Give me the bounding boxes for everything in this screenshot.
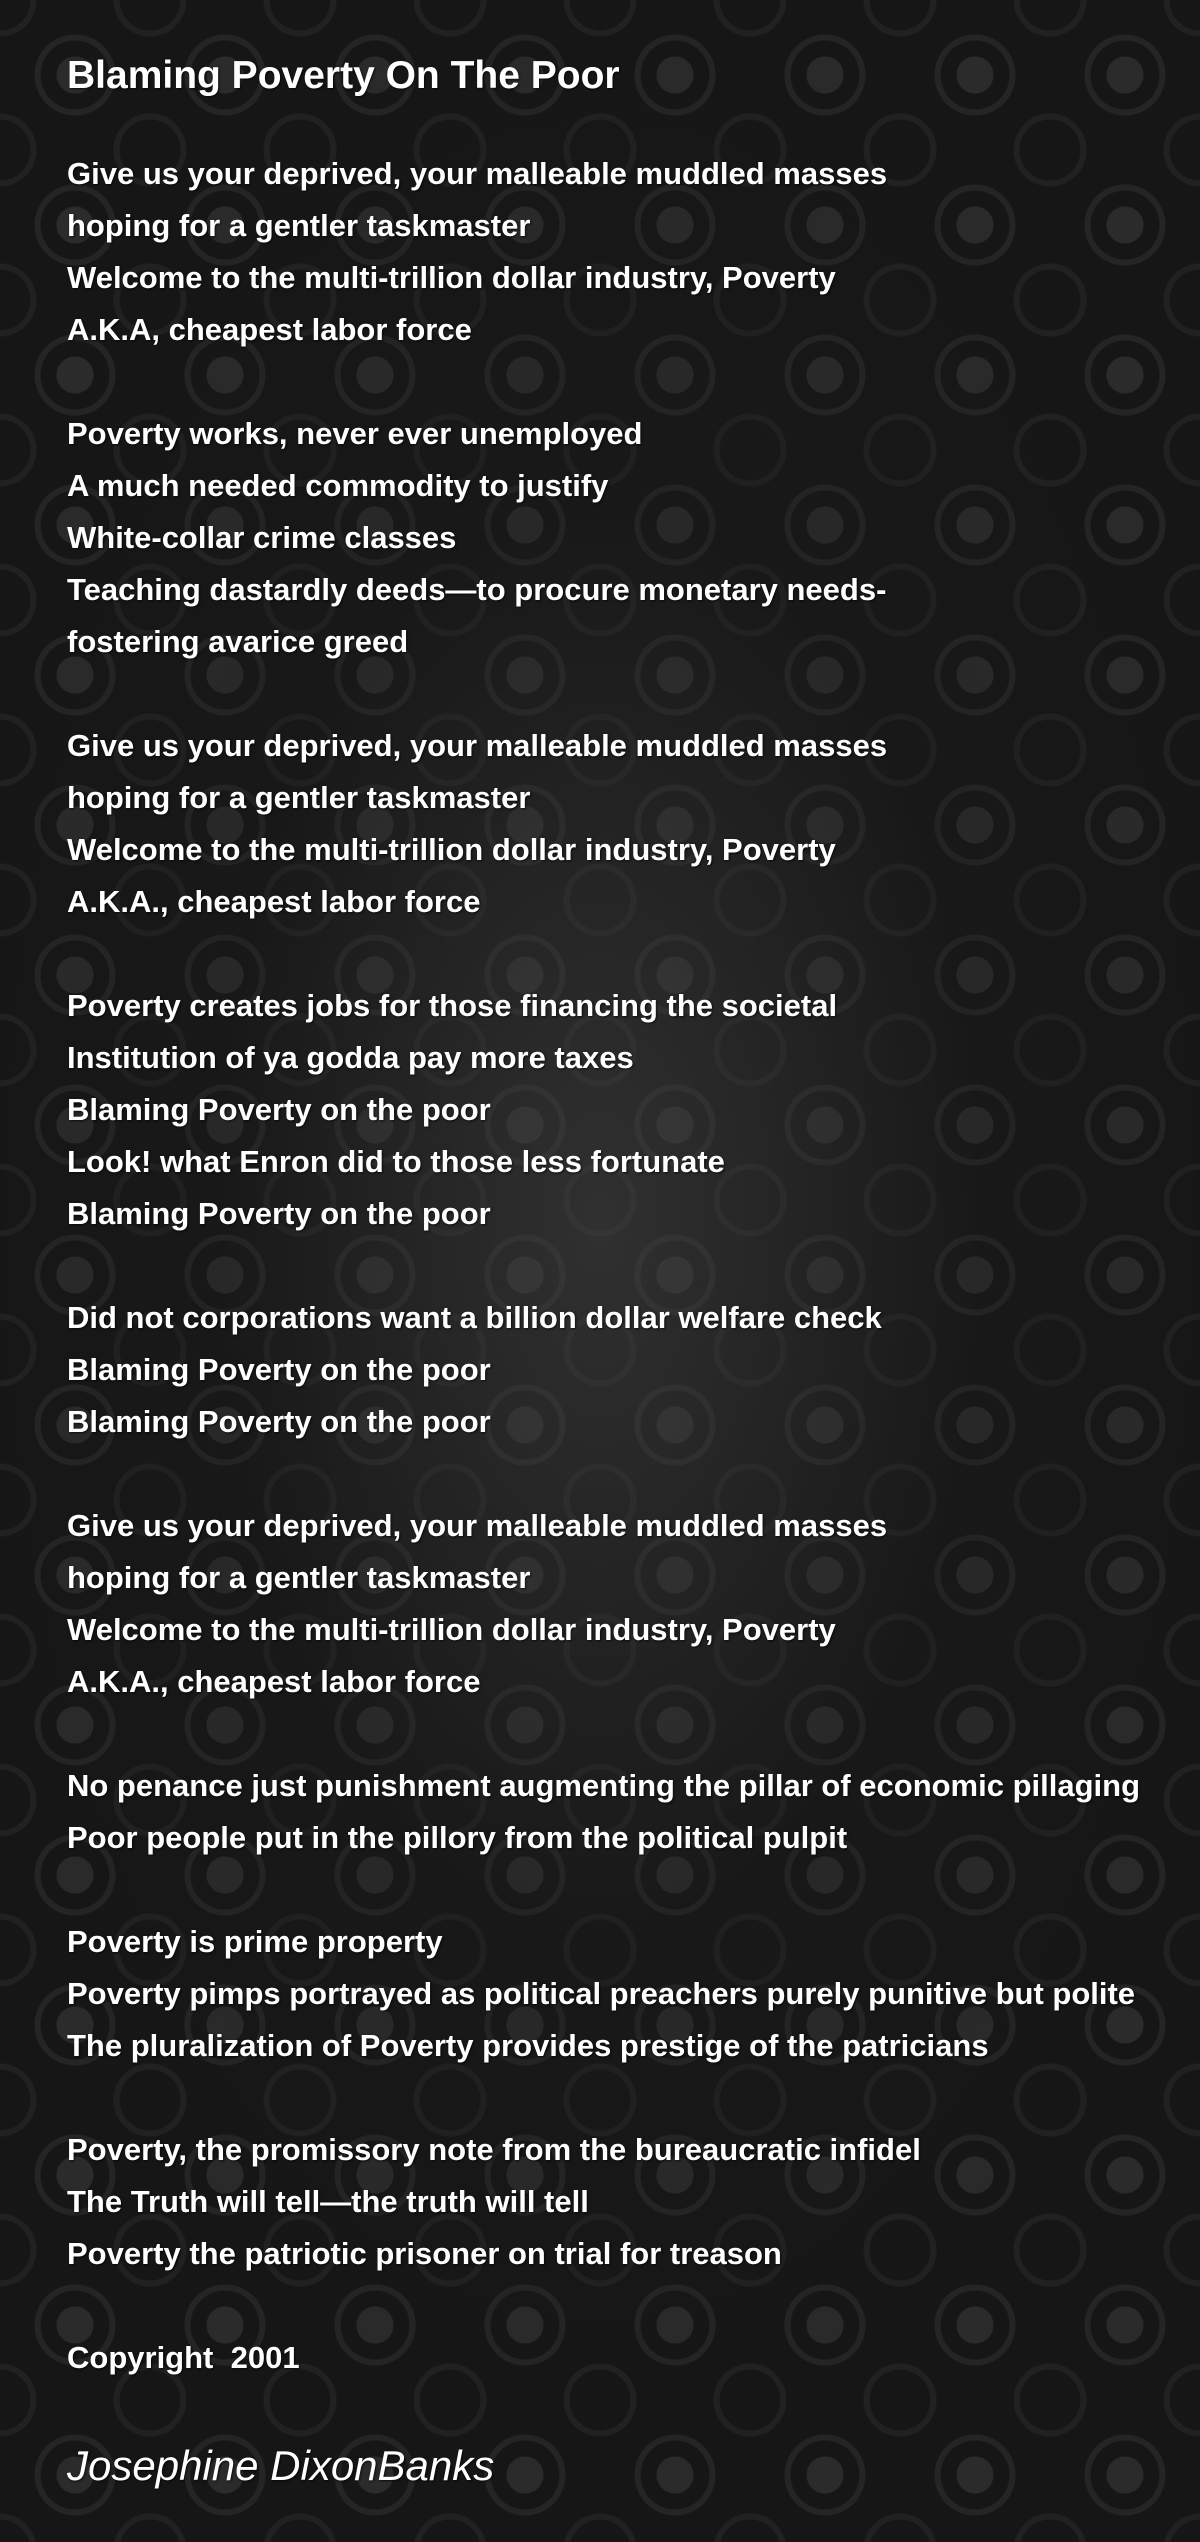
poem-line: Poverty, the promissory note from the bureaucratic infidel xyxy=(67,2132,921,2167)
poem-line: Poverty creates jobs for those financing the societal xyxy=(67,988,838,1023)
poem-line: Poverty is prime property xyxy=(67,1924,443,1959)
poem-line: White-collar crime classes xyxy=(67,520,457,555)
poem-line: hoping for a gentler taskmaster xyxy=(67,208,531,243)
poem-line: A.K.A, cheapest labor force xyxy=(67,312,472,347)
poem-line: A.K.A., cheapest labor force xyxy=(67,884,481,919)
poem-line: The Truth will tell—the truth will tell xyxy=(67,2184,589,2219)
poem-line: Blaming Poverty on the poor xyxy=(67,1404,491,1439)
poem-line: Institution of ya godda pay more taxes xyxy=(67,1040,634,1075)
stanza-5 xyxy=(67,1292,1192,1448)
stanza-4 xyxy=(67,980,1192,1240)
stanza-8 xyxy=(67,1916,1192,2072)
poem-title: Blaming Poverty On The Poor xyxy=(67,54,620,97)
poem-line: Welcome to the multi-trillion dollar industry, Poverty xyxy=(67,832,836,867)
poem-line: Give us your deprived, your malleable muddled masses xyxy=(67,1508,888,1543)
poem-line: A much needed commodity to justify xyxy=(67,468,609,503)
poem-line: fostering avarice greed xyxy=(67,624,409,659)
poem-line: Welcome to the multi-trillion dollar industry, Poverty xyxy=(67,260,836,295)
poem-line: Poor people put in the pillory from the political pulpit xyxy=(67,1820,848,1855)
stanza-7 xyxy=(67,1760,1192,1864)
poem-line: No penance just punishment augmenting the pillar of economic pillaging xyxy=(67,1768,1141,1803)
stanza-2 xyxy=(67,408,1192,668)
poem-line: hoping for a gentler taskmaster xyxy=(67,780,531,815)
poem-line: The pluralization of Poverty provides prestige of the patricians xyxy=(67,2028,989,2063)
poem-line: Did not corporations want a billion dollar welfare check xyxy=(67,1300,882,1335)
poem-line: Blaming Poverty on the poor xyxy=(67,1092,491,1127)
poem-line: Poverty pimps portrayed as political preachers purely punitive but polite xyxy=(67,1976,1136,2011)
poem-line: Poverty works, never ever unemployed xyxy=(67,416,643,451)
poem-line: Welcome to the multi-trillion dollar industry, Poverty xyxy=(67,1612,836,1647)
copyright-notice: Copyright 2001 xyxy=(67,2340,300,2375)
poem-line: hoping for a gentler taskmaster xyxy=(67,1560,531,1595)
poem-line: Blaming Poverty on the poor xyxy=(67,1352,491,1387)
author-name: Josephine DixonBanks xyxy=(67,2442,495,2489)
poem-line: A.K.A., cheapest labor force xyxy=(67,1664,481,1699)
poem-line: Blaming Poverty on the poor xyxy=(67,1196,491,1231)
poem-line: Poverty the patriotic prisoner on trial for treason xyxy=(67,2236,782,2271)
poem-line: Give us your deprived, your malleable muddled masses xyxy=(67,156,888,191)
stanza-1 xyxy=(67,148,1192,356)
poem-line: Teaching dastardly deeds—to procure monetary needs- xyxy=(67,572,887,607)
stanza-6 xyxy=(67,1500,1192,1708)
stanza-9 xyxy=(67,2124,1192,2280)
poem-body xyxy=(67,148,1192,2384)
poem-line: Give us your deprived, your malleable muddled masses xyxy=(67,728,888,763)
stanza-3 xyxy=(67,720,1192,928)
poem-line: Look! what Enron did to those less fortunate xyxy=(67,1144,725,1179)
